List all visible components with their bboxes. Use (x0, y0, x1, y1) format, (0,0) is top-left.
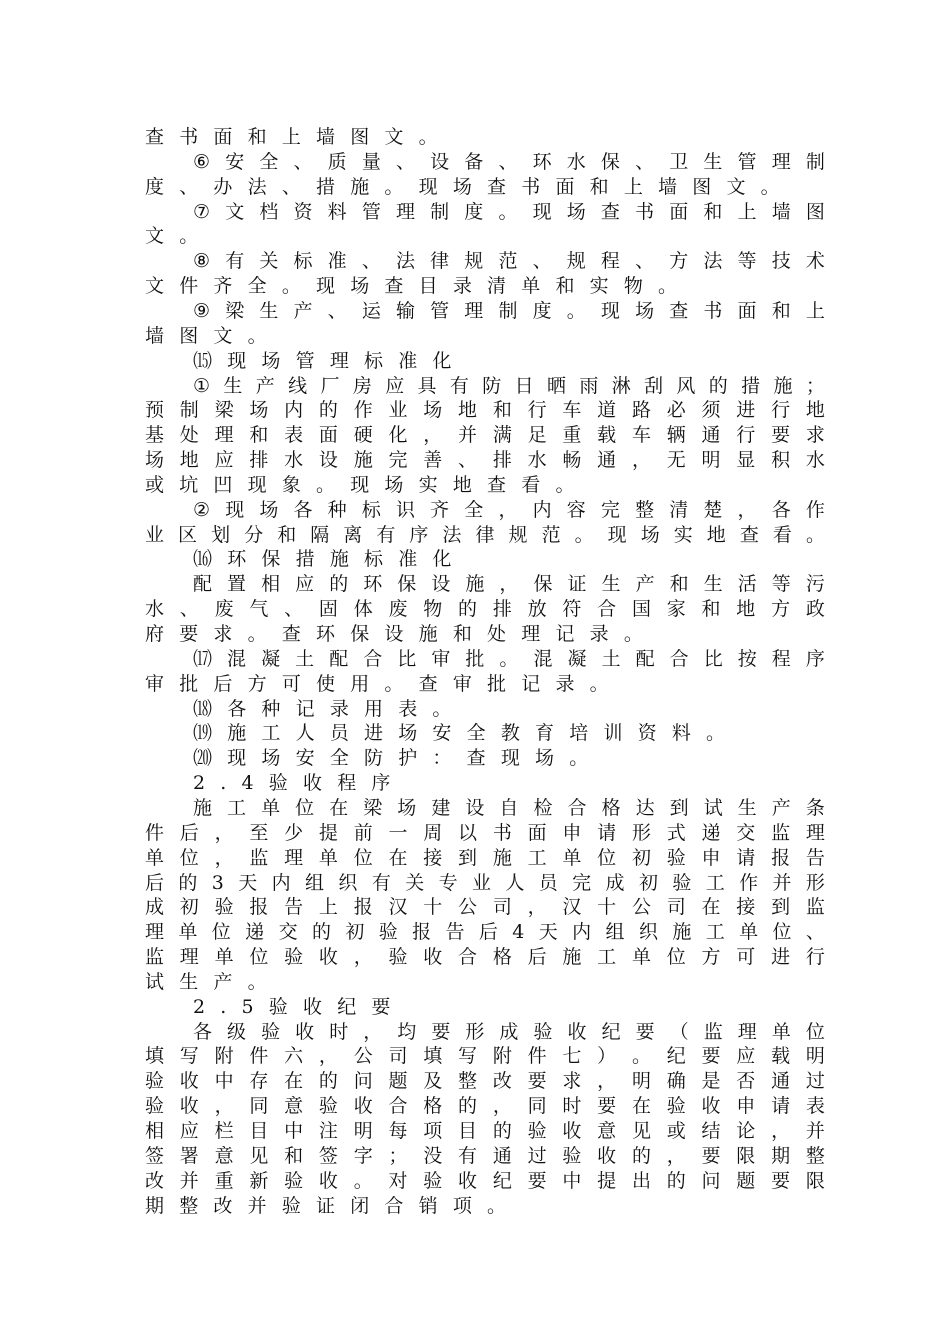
text-line-content: ⒇ 现 场 安 全 防 护 ： 查 现 场 。 (193, 747, 589, 770)
text-line-content: ② 现 场 各 种 标 识 齐 全 ， 内 容 完 整 清 楚 ， 各 作 (193, 498, 825, 521)
text-line-content: ⑦ 文 档 资 料 管 理 制 度 。 现 场 查 书 面 和 上 墙 图 (193, 200, 825, 223)
text-line (193, 374, 825, 399)
text-line (145, 224, 825, 249)
text-line-content: 预 制 梁 场 内 的 作 业 场 地 和 行 车 道 路 必 须 进 行 地 (145, 399, 825, 422)
text-line-content: 验 收 中 存 在 的 问 题 及 整 改 要 求 ， 明 确 是 否 通 过 (145, 1070, 825, 1093)
text-line (145, 423, 825, 448)
text-line (145, 846, 825, 871)
text-line-content: 后 的 3 天 内 组 织 有 关 专 业 人 员 完 成 初 验 工 作 并 形 (145, 871, 825, 894)
text-line-content: 件 后 ， 至 少 提 前 一 周 以 书 面 申 请 形 式 递 交 监 理 (145, 821, 825, 844)
text-line (145, 125, 825, 150)
text-line (145, 1194, 825, 1219)
text-line (145, 1119, 825, 1144)
text-line (145, 1044, 825, 1069)
text-line-content: 文 。 (145, 225, 199, 248)
text-line-content: 2 . 5 验 收 纪 要 (193, 995, 391, 1018)
text-line-content: 填 写 附 件 六 ， 公 司 填 写 附 件 七 ） 。 纪 要 应 载 明 (145, 1045, 825, 1068)
text-line (145, 1169, 825, 1194)
text-line (145, 970, 825, 995)
text-line (145, 324, 825, 349)
text-line-content: 单 位 ， 监 理 单 位 在 接 到 施 工 单 位 初 验 申 请 报 告 (145, 846, 825, 869)
text-line (145, 920, 825, 945)
text-line (145, 274, 825, 299)
text-line (193, 796, 825, 821)
text-line (145, 895, 825, 920)
text-line-content: 基 处 理 和 表 面 硬 化 ， 并 满 足 重 载 车 辆 通 行 要 求 (145, 424, 825, 447)
text-line (193, 721, 825, 746)
text-line-content: 监 理 单 位 验 收 ， 验 收 合 格 后 施 工 单 位 方 可 进 行 (145, 946, 825, 969)
text-line (193, 249, 825, 274)
text-line-content: 施 工 单 位 在 梁 场 建 设 自 检 合 格 达 到 试 生 产 条 (193, 796, 825, 819)
text-line-content: ⒅ 各 种 记 录 用 表 。 (193, 697, 452, 720)
text-line (193, 349, 825, 374)
text-line-content: 水 、 废 气 、 固 体 废 物 的 排 放 符 合 国 家 和 地 方 政 (145, 598, 825, 621)
text-line (193, 1020, 825, 1045)
text-line (145, 945, 825, 970)
text-line (193, 647, 825, 672)
text-line-content: ⒆ 施 工 人 员 进 场 安 全 教 育 培 训 资 料 。 (193, 722, 726, 745)
text-line-content: ⑧ 有 关 标 准 、 法 律 规 范 、 规 程 、 方 法 等 技 术 (193, 250, 825, 273)
text-line-content: 场 地 应 排 水 设 施 完 善 、 排 水 畅 通 ， 无 明 显 积 水 (145, 449, 825, 472)
text-line (193, 995, 825, 1020)
text-line (193, 200, 825, 225)
text-line-content: ⒃ 环 保 措 施 标 准 化 (193, 548, 452, 571)
text-line-content: 查 书 面 和 上 墙 图 文 。 (145, 126, 438, 148)
text-line (145, 871, 825, 896)
text-line (193, 547, 825, 572)
text-line (145, 672, 825, 697)
text-line (193, 771, 825, 796)
text-line (193, 150, 825, 175)
text-line-content: ⒂ 现 场 管 理 标 准 化 (193, 349, 452, 372)
text-line (145, 523, 825, 548)
text-line-content: 审 批 后 方 可 使 用 。 查 审 批 记 录 。 (145, 672, 609, 695)
text-line-content: 配 置 相 应 的 环 保 设 施 ， 保 证 生 产 和 生 活 等 污 (193, 573, 825, 596)
text-line-content: 期 整 改 并 验 证 闭 合 销 项 。 (145, 1194, 507, 1217)
text-line (193, 697, 825, 722)
text-line-content: 理 单 位 递 交 的 初 验 报 告 后 4 天 内 组 织 施 工 单 位 、 (145, 921, 825, 944)
text-line-content: 墙 图 文 。 (145, 324, 267, 347)
text-line-content: ① 生 产 线 厂 房 应 具 有 防 日 晒 雨 淋 刮 风 的 措 施 ； (193, 374, 825, 397)
text-line (145, 398, 825, 423)
text-line (145, 1144, 825, 1169)
text-line (193, 746, 825, 771)
text-line-content: ⑥ 安 全 、 质 量 、 设 备 、 环 水 保 、 卫 生 管 理 制 (193, 150, 825, 173)
text-line-content: 业 区 划 分 和 隔 离 有 序 法 律 规 范 。 现 场 实 地 查 看 。 (145, 523, 825, 546)
text-line-content: 各 级 验 收 时 ， 均 要 形 成 验 收 纪 要 （ 监 理 单 位 (193, 1020, 825, 1043)
text-line-content: 度 、 办 法 、 措 施 。 现 场 查 书 面 和 上 墙 图 文 。 (145, 175, 780, 198)
text-line (193, 498, 825, 523)
text-line-content: ⒄ 混 凝 土 配 合 比 审 批 。 混 凝 土 配 合 比 按 程 序 (193, 647, 825, 670)
text-line-content: ⑨ 梁 生 产 、 运 输 管 理 制 度 。 现 场 查 书 面 和 上 (193, 299, 825, 322)
text-line (145, 473, 825, 498)
text-line-content: 验 收 ， 同 意 验 收 合 格 的 ， 同 时 要 在 验 收 申 请 表 (145, 1095, 825, 1118)
text-line-content: 或 坑 凹 现 象 。 现 场 实 地 查 看 。 (145, 473, 575, 496)
text-line-content: 2 . 4 验 收 程 序 (193, 772, 391, 795)
text-line-content: 成 初 验 报 告 上 报 汉 十 公 司 ， 汉 十 公 司 在 接 到 监 (145, 896, 825, 919)
text-line (145, 1069, 825, 1094)
text-line-content: 相 应 栏 目 中 注 明 每 项 目 的 验 收 意 见 或 结 论 ， 并 (145, 1120, 825, 1142)
text-line-content: 府 要 求 。 查 环 保 设 施 和 处 理 记 录 。 (145, 623, 643, 645)
text-line-content: 改 并 重 新 验 收 。 对 验 收 纪 要 中 提 出 的 问 题 要 限 (145, 1169, 825, 1192)
text-line (145, 821, 825, 846)
text-line (193, 572, 825, 597)
text-line (193, 299, 825, 324)
text-line-content: 文 件 齐 全 。 现 场 查 目 录 清 单 和 实 物 。 (145, 275, 678, 298)
text-line-content: 签 署 意 见 和 签 字 ； 没 有 通 过 验 收 的 ， 要 限 期 整 (145, 1144, 825, 1167)
text-line (145, 175, 825, 200)
text-line-content: 试 生 产 。 (145, 970, 267, 993)
text-line (145, 448, 825, 473)
text-line (145, 622, 825, 647)
text-line (145, 1094, 825, 1119)
text-line (145, 597, 825, 622)
